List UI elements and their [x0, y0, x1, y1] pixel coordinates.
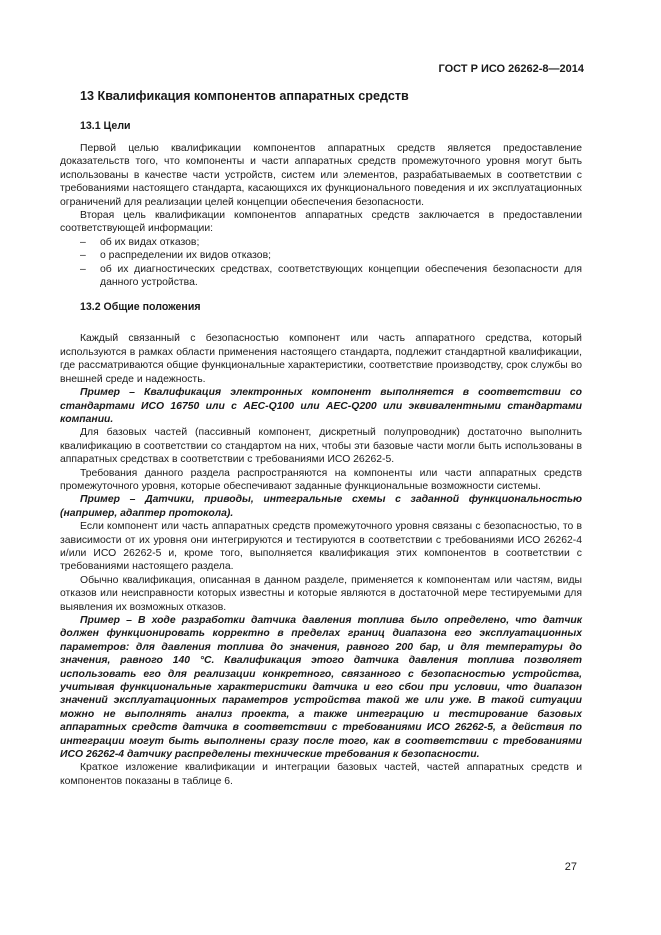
subsection-13-1-heading: 13.1 Цели	[80, 120, 131, 132]
dash-marker: –	[80, 236, 86, 248]
list-item	[60, 249, 582, 262]
paragraph: Обычно квалификация, описанная в данном разделе, применяется к компонентам или частям, виды отказов или неисправности которых известны и которые являются в достаточной мере тестируемыми для выявления их возможных отказов.	[60, 574, 582, 613]
list-item	[60, 236, 582, 249]
list-item	[60, 263, 582, 290]
example-paragraph: Пример – Квалификация электронных компонент выполняется в соответствии со стандартами ИСО 16750 или с AEC-Q100 или AEC-Q200 или эквивалентными стандартами компании.	[60, 387, 582, 425]
section-13-heading: 13 Квалификация компонентов аппаратных средств	[80, 89, 409, 103]
list-item-text: об их видах отказов;	[100, 236, 200, 248]
dash-marker: –	[80, 263, 86, 275]
paragraph: Вторая цель квалификации компонентов аппаратных средств заключается в предоставлении соответствующей информации:	[60, 210, 582, 235]
list-item-text: о распределении их видов отказов;	[100, 250, 271, 262]
subsection-13-2-heading: 13.2 Общие положения	[80, 301, 201, 314]
paragraph: Каждый связанный с безопасностью компонент или часть аппаратного средства, который используются в рамках области применения настоящего стандарта, подлежит стандартной квалификации, где рассматриваются общие функциональные характеристики, соответствие производству, срок службы во внешней среде и надежность.	[60, 333, 582, 385]
info-list	[60, 236, 582, 290]
example-paragraph: Пример – В ходе разработки датчика давления топлива было определено, что датчик должен функционировать корректно в пределах границ диапазона его эксплуатационных параметров: для давления топлива до значения, равного 200 бар, и для температуры до значения, равного 140 °C. Квалификация этого датчика давления топлива позволяет использовать его для реализации конкретного, связанного с безопасностью устройства, учитывая функциональные характеристики датчика и его сбои при условии, что диапазон значений эксплуатационных параметров устройства такой же или уже. В такой ситуации можно не выполнять анализ проекта, а также интеграцию и тестирование базовых аппаратных средств датчика в соответствии с требованиями ИСО 26262-5, а действия по интеграции могут быть выполнены сразу после того, как в соответствии с требованиями ИСО 26262-4 датчику распределены технические требования к безопасности.	[60, 615, 582, 761]
dash-marker: –	[80, 250, 86, 262]
paragraph: Требования данного раздела распространяются на компоненты или части аппаратных средств промежуточного уровня, которые обеспечивают заданные функциональные возможности системы.	[60, 467, 582, 492]
paragraph: Первой целью квалификации компонентов аппаратных средств является предоставление доказательств того, что компоненты и части аппаратных средств промежуточного уровня могут быть использованы в качестве части устройств, систем или элементов, разрабатываемых в соответствии с требованиями настоящего стандарта, касающихся их функционального поведения и их эксплуатационных ограничений для реализации целей концепции обеспечения безопасности.	[60, 143, 582, 208]
page-content	[60, 88, 582, 788]
paragraph: Краткое изложение квалификации и интеграции базовых частей, частей аппаратных средств и компонентов показаны в таблице 6.	[60, 762, 582, 787]
page-number: 27	[564, 861, 577, 873]
paragraph: Если компонент или часть аппаратных средств промежуточного уровня связаны с безопасностью, то в зависимости от их уровня они интегрируются и тестируются в соответствии с требованиями ИСО 26262-4 и/или ИСО 26262-5 и, кроме того, выполняется квалификация этих компонентов в соответствии с требованиями настоящего раздела.	[60, 521, 582, 573]
example-paragraph: Пример – Датчики, приводы, интегральные схемы с заданной функциональностью (например, адаптер протокола).	[60, 494, 582, 519]
standard-code-header: ГОСТ Р ИСО 26262-8—2014	[438, 63, 584, 75]
paragraph: Для базовых частей (пассивный компонент, дискретный полупроводник) достаточно выполнить квалификацию в соответствии со стандартом на них, чтобы эти базовые части могли быть использованы в аппаратных средствах в соответствии с требованиями ИСО 26262-5.	[60, 427, 582, 466]
list-item-text: об их диагностических средствах, соответствующих концепции обеспечения безопасности для данного устройства.	[100, 263, 582, 289]
